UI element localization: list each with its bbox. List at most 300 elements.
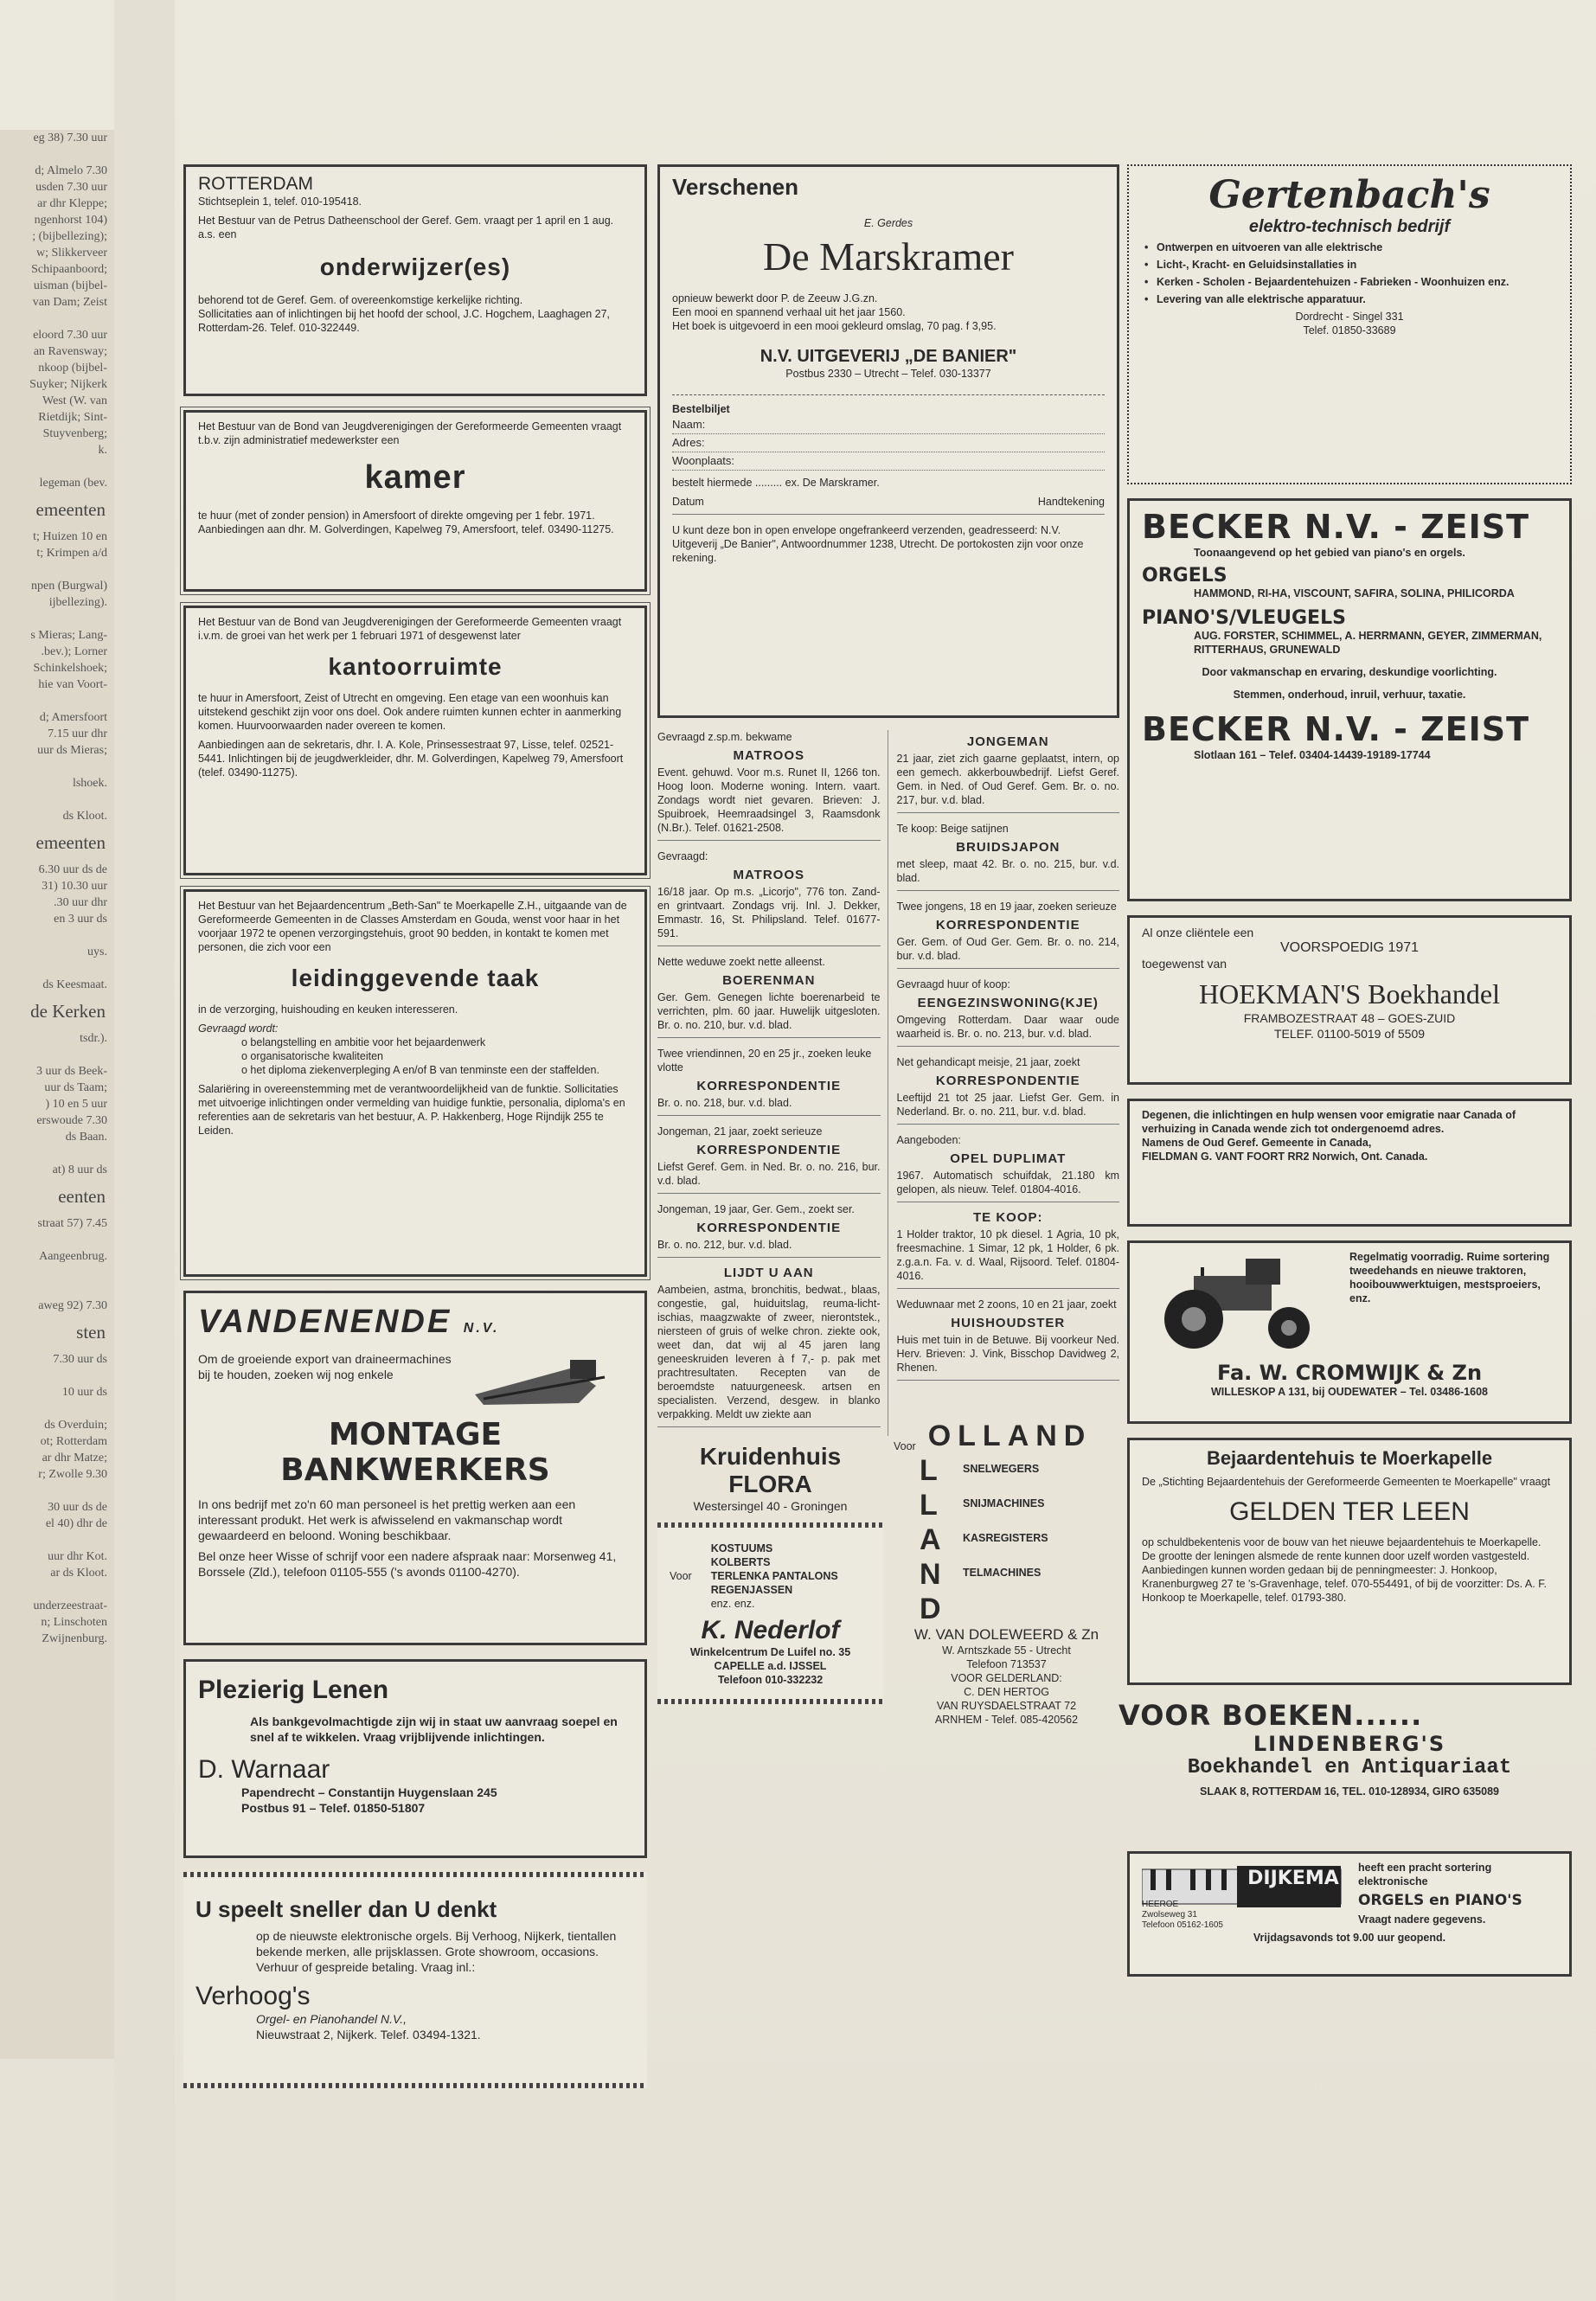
prev-page-line: uur ds Taam;: [44, 1081, 107, 1094]
prev-page-line: 10 uur ds: [61, 1386, 107, 1399]
ad-address: SLAAK 8, ROTTERDAM 16, TEL. 010-128934, GIRO 635089: [1200, 1785, 1499, 1798]
classified-text: Omgeving Rotterdam. Daar waar oude waarheid is. Br. o. no. 213, bur. v.d. blad.: [896, 1014, 1119, 1040]
ad-text: Regelmatig voorradig. Ruime sortering tweedehands en nieuwe traktoren, hooibouwwerktuigen, mestsproeiers, enz.: [1349, 1251, 1550, 1304]
ad-title: Kruidenhuis: [699, 1443, 842, 1470]
classified-intro: Twee jongens, 18 en 19 jaar, zoeken serieuze: [896, 901, 1117, 913]
ad-verschenen-marskramer: [657, 164, 1119, 718]
order-footer: U kunt deze bon in open envelope ongefrankeerd verzenden, geadresseerd: N.V. Uitgeverij „De Banier", Antwoordnummer 1238, Utrecht. De portokosten zijn voor onze rekening.: [672, 524, 1084, 564]
ad-line-2: Stemmen, onderhoud, inruil, verhuur, taxatie.: [1233, 689, 1466, 701]
classified-text: Liefst Geref. Gem. in Ned. Br. o. no. 216, bur. v.d. blad.: [657, 1161, 881, 1187]
ad-dijkema: [1127, 1851, 1572, 1977]
tractor-icon: [1142, 1250, 1341, 1354]
prev-page-line: ds Kloot.: [62, 810, 107, 823]
ad-address: Stichtseplein 1, telef. 010-195418.: [198, 195, 362, 208]
order-date[interactable]: Datum: [672, 496, 704, 508]
ad-intro: Het Bestuur van de Petrus Datheenschool der Geref. Gem. vraagt per 1 april en 1 aug. a.s. een: [198, 215, 614, 240]
prev-page-line: .bev.); Lorner: [41, 645, 107, 658]
classified-heading: KORRESPONDENTIE: [696, 1221, 842, 1235]
prev-page-line: ) 10 en 5 uur: [45, 1098, 107, 1111]
prev-page-lines-6: [0, 1351, 114, 1647]
ad-olland: [894, 1419, 1119, 1726]
prev-page-line: el 40) dhr de: [45, 1517, 107, 1530]
prev-page-line: d; Amersfoort: [39, 711, 107, 724]
prev-page-line: [0, 1145, 114, 1162]
prev-page-heading-3: de Kerken: [30, 1001, 106, 1022]
classified-heading: KORRESPONDENTIE: [935, 1074, 1080, 1088]
requirement-item: o organisatorische kwaliteiten: [241, 1050, 383, 1062]
prev-page-line: uur ds Mieras;: [37, 744, 107, 757]
classified-heading: KORRESPONDENTIE: [696, 1079, 842, 1093]
ad-body: op de nieuwste elektronische orgels. Bij Verhoog, Nijkerk, tientallen bekende merken, alle prijsklassen. Grote showroom, occasions. Verhuur of gespreide betaling. Vraag inl.:: [256, 1929, 617, 1974]
ad-items: [1141, 240, 1558, 306]
order-form-title: Bestelbiljet: [672, 403, 730, 415]
prev-page-line: [0, 1532, 114, 1548]
classified-intro: Net gehandicapt meisje, 21 jaar, zoekt: [896, 1056, 1080, 1068]
ad-intro: De „Stichting Bejaardentehuis der Gereformeerde Gemeenten te Moerkapelle" vraagt: [1142, 1476, 1551, 1488]
ad-canada-emigration: [1127, 1099, 1572, 1227]
classified-heading: HUISHOUDSTER: [951, 1316, 1066, 1330]
item: SNIJMACHINES: [963, 1497, 1045, 1509]
ad-intro: Het Bestuur van de Bond van Jeugdverenigingen der Gereformeerde Gemeenten vraagt i.v.m. de groei van het werk per 1 februari 1971 of desgewenst later: [198, 616, 622, 642]
prev-page-line: uur dhr Kot.: [48, 1550, 107, 1563]
book-author: E. Gerdes: [863, 217, 913, 229]
ad-sub: Boekhandel en Antiquariaat: [1187, 1756, 1512, 1779]
prev-page-line: 31) 10.30 uur: [42, 880, 107, 893]
classified-ad: [657, 1266, 881, 1427]
ad-title: kantoorruimte: [328, 653, 503, 680]
classified-ad: [897, 822, 1120, 891]
classified-text: 1 Holder traktor, 10 pk diesel. 1 Agria, 10 pk, freesmachine. 1 Simar, 12 pk, 1 Holder, 6 pk. z.g.a.n. Fa. v. d. Waal, Rijsoord. Telef. 01804-4016.: [896, 1228, 1119, 1282]
ad-tel: Telefoon 010-332232: [717, 1674, 824, 1686]
classified-heading: MATROOS: [733, 868, 805, 882]
item: TERLENKA PANTALONS: [710, 1570, 838, 1582]
ad-title: onderwijzer(es): [319, 253, 511, 280]
prev-page-line: [0, 1400, 114, 1417]
ad-address: Slotlaan 161 – Telef. 03404-14439-19189-17744: [1194, 749, 1431, 761]
ad-h2: PIANO'S/VLEUGELS: [1142, 607, 1346, 629]
ad-body: behorend tot de Geref. Gem. of overeenkomstige kerkelijke richting.: [198, 294, 523, 306]
classifieds-left: [657, 730, 888, 1436]
small-line: Zwolseweg 31: [1142, 1910, 1197, 1920]
ad-title: leidinggevende taak: [291, 965, 540, 991]
ad-gertenbach: [1127, 164, 1572, 484]
ad-brands-2: AUG. FORSTER, SCHIMMEL, A. HERRMANN, GEYER, ZIMMERMAN, RITTERHAUS, GRUNEWALD: [1194, 630, 1542, 656]
ad-intro: Het Bestuur van het Bejaardencentrum „Beth-San" te Moerkapelle Z.H., uitgaande van de Gereformeerde Gemeenten in de Classes Amsterdam en Gouda, wenst voor haar in het voorjaar 1972 te openen verzorgingstehuis, groot 90 bedden, in kontakt te komen met personen, die zich voor een: [198, 900, 627, 953]
letter: A: [920, 1523, 941, 1556]
classified-ad: [657, 730, 881, 841]
prev-page-line: t; Krimpen a/d: [36, 547, 107, 560]
classified-ad: [657, 1125, 881, 1194]
prev-page-line: van Dam; Zeist: [32, 296, 107, 309]
prev-page-line: eg 38) 7.30 uur: [33, 131, 107, 144]
ad-text-2: ORGELS en PIANO'S: [1358, 1892, 1522, 1909]
classified-text: met sleep, maat 42. Br. o. no. 215, bur. v.d. blad.: [896, 858, 1119, 884]
ad-intro: Het Bestuur van de Bond van Jeugdverenigingen der Gereformeerde Gemeenten vraagt t.b.v. zijn administratief medewerkster een: [198, 420, 622, 446]
ad-text: Degenen, die inlichtingen en hulp wensen voor emigratie naar Canada of verhuizing in Canada wende zich tot ondergenoemd adres.: [1142, 1109, 1516, 1135]
classified-ad: [897, 1211, 1120, 1289]
prev-page-line: [0, 458, 114, 475]
letter: L: [920, 1454, 938, 1487]
prev-page-line: 7.30 uur ds: [53, 1353, 107, 1366]
letter: D: [920, 1593, 941, 1625]
ad-brands-1: HAMMOND, RI-HA, VISCOUNT, SAFIRA, SOLINA, PHILICORDA: [1194, 587, 1515, 599]
prev-page-heading-5: sten: [76, 1322, 106, 1343]
prev-page-lines-3: [0, 862, 114, 993]
classified-intro: Nette weduwe zoekt nette alleenst.: [657, 956, 825, 968]
ad-address: WILLESKOP A 131, bij OUDEWATER – Tel. 03486-1608: [1210, 1386, 1488, 1398]
ad-gelderland: VOOR GELDERLAND:: [951, 1672, 1062, 1684]
prev-page-line: eloord 7.30 uur: [33, 329, 107, 342]
vandenende-logo: [198, 1304, 632, 1341]
ad-kantoorruimte: [183, 606, 647, 875]
prev-page-line: [0, 960, 114, 977]
classified-intro: Gevraagd huur of koop:: [896, 978, 1010, 990]
requirement-item: o belangstelling en ambitie voor het bejaardenwerk: [241, 1036, 486, 1048]
ad-name: Fa. W. CROMWIJK & Zn: [1216, 1361, 1483, 1385]
classified-text: 21 jaar, ziet zich gaarne geplaatst, intern, op een gemech. akkerbouwbedrijf. Liefst Geref. Gem. in Ned. of Oud Geref. Gem. Br. o. no. 217, bur. v.d. blad.: [896, 753, 1119, 806]
classified-heading: LIJDT U AAN: [723, 1266, 814, 1280]
ad-voor: Voor: [894, 1440, 916, 1452]
classified-text: Ger. Gem. Genegen lichte boerenarbeid te verrichten, plm. 60 jaar. Huwelijk uitgesloten. Br. o. no. 210, bur. v.d. blad.: [657, 991, 881, 1031]
ad-big: GELDEN TER LEEN: [1229, 1497, 1470, 1526]
column-1: [183, 164, 647, 2102]
item: enz. enz.: [710, 1598, 755, 1610]
prev-page-line: ar dhr Matze;: [42, 1452, 107, 1465]
ad-address: Nieuwstraat 2, Nijkerk. Telef. 03494-1321.: [256, 2028, 481, 2041]
ad-tel: Telefoon 713537: [966, 1658, 1047, 1670]
column-3: [1118, 164, 1572, 1990]
prev-page-line: d; Almelo 7.30: [35, 164, 107, 177]
prev-page-heading-2: emeenten: [35, 832, 106, 853]
classifieds-area: [657, 730, 1119, 1436]
classified-ad: [897, 977, 1120, 1047]
ad-body: Salariëring in overeenstemming met de verantwoordelijkheid van de funktie. Sollicitaties met uitvoerige inlichtingen onder vermelding van huidige funktie, personalia, diploma's en referenties aan de sekretaris van het bestuur, A. P. Hakkenberg, Hoge Rijndijk 255 te Leiden.: [198, 1083, 625, 1137]
ad-body: Als bankgevolmachtigde zijn wij in staat uw aanvraag soepel en snel af te wikkelen. Vraag vrijblijvende inlichtingen.: [250, 1715, 618, 1744]
ad-address-2: CAPELLE a.d. IJSSEL: [714, 1660, 827, 1672]
ad-postbus: Postbus 91 – Telef. 01850-51807: [241, 1801, 426, 1815]
prev-page-line: an Ravensway;: [33, 345, 107, 358]
ad-title-2: BECKER N.V. - ZEIST: [1142, 710, 1530, 748]
classified-heading: BOERENMAN: [722, 973, 816, 988]
ad-title: U speelt sneller dan U denkt: [195, 1896, 497, 1922]
prev-page-line: [0, 1232, 114, 1248]
prev-page-line: ijbellezing).: [48, 596, 107, 609]
prev-page-line: ot; Rotterdam: [40, 1435, 107, 1448]
book-line-1: opnieuw bewerkt door P. de Zeeuw J.G.zn.: [672, 292, 878, 304]
ad-becker: [1127, 498, 1572, 901]
ad-requirements: [198, 1035, 632, 1077]
prev-page-line: t; Huizen 10 en: [33, 530, 107, 543]
ad-city: ROTTERDAM: [198, 174, 313, 194]
prev-page-line: Aangeenbrug.: [39, 1250, 107, 1263]
prev-page-line: ds Baan.: [65, 1131, 107, 1144]
book-line-2: Een mooi en spannend verhaal uit het jaar 1560.: [672, 306, 906, 318]
ad-moerkapelle: [1127, 1438, 1572, 1685]
ad-plezierig-lenen: [183, 1659, 647, 1858]
prev-page-line: ar ds Kloot.: [50, 1567, 107, 1580]
ad-body: op schuldbekentenis voor de bouw van het nieuwe bejaardentehuis te Moerkapelle. De grootte der leningen alsmede de rente kunnen door uzelf worden vastgesteld. Aanbiedingen kunnen worden gedaan bij de penningmeester: J. Honkoop, Kranenburgweg 27 te 's-Gravenhage, telef. 070-554491, of bij de voorzitter: Ds. A. F. Honkoop te Moerkapelle, telef. 01793-380.: [1142, 1536, 1547, 1604]
item: TELMACHINES: [963, 1567, 1042, 1579]
prev-page-heading-4: eenten: [58, 1186, 106, 1207]
classified-ad: [657, 955, 881, 1038]
ad-hoekman: [1127, 915, 1572, 1085]
ad-tel: TELEF. 01100-5019 of 5509: [1273, 1027, 1426, 1041]
classified-intro: Jongeman, 21 jaar, zoekt serieuze: [657, 1125, 823, 1138]
item: • Kerken - Scholen - Bejaardentehuizen - Fabrieken - Woonhuizen enz.: [1157, 275, 1558, 289]
prev-page-line: [0, 1047, 114, 1063]
classified-intro: Twee vriendinnen, 20 en 25 jr., zoeken leuke vlotte: [657, 1048, 872, 1074]
ad-address: Dordrecht - Singel 331: [1295, 311, 1404, 323]
olland-word: OLLAND: [927, 1420, 1093, 1452]
ad-address: Papendrecht – Constantijn Huygenslaan 245: [241, 1785, 497, 1799]
ad-verhoog: [183, 1872, 647, 2088]
prev-page-line: nkoop (bijbel-: [38, 362, 107, 375]
prev-page-line: Schinkelshoek;: [33, 662, 107, 675]
classified-text: Event. gehuwd. Voor m.s. Runet II, 1266 ton. Hoog loon. Moderne woning. Intern. vaart. Zondags wordt niet gevaren. Brieven: J. Spuibroek, Heemraadsingel 3, Raamsdonk (N.Br.). Telef. 01621-2508.: [657, 766, 881, 834]
classified-intro: Aangeboden:: [896, 1134, 961, 1146]
classified-ad: [897, 1055, 1120, 1125]
drainage-machine-icon: [466, 1351, 613, 1412]
prev-page-line: ar dhr Kleppe;: [37, 197, 107, 210]
classified-ad: [897, 1298, 1120, 1381]
prev-page-line: [0, 1265, 114, 1281]
ad-name: Verhoog's: [195, 1982, 311, 2010]
item: KASREGISTERS: [963, 1532, 1048, 1544]
ad-bottom: Vrijdagsavonds tot 9.00 uur geopend.: [1253, 1932, 1446, 1944]
prev-page-line: en 3 uur ds: [54, 913, 107, 926]
prev-page-line: r; Zwolle 9.30: [38, 1468, 107, 1481]
prev-page-line: 30 uur ds de: [48, 1501, 107, 1514]
ad-nederlof: [657, 1522, 883, 1704]
small-line: Telefoon 05162-1605: [1142, 1920, 1223, 1930]
item: • Levering van alle elektrische apparatuur.: [1157, 292, 1558, 306]
ad-address: Westersingel 40 - Groningen: [693, 1499, 848, 1513]
column-2: [657, 164, 1119, 1726]
classified-ad: [657, 1202, 881, 1258]
prev-page-line: [0, 1483, 114, 1499]
ad-line-2: VOORSPOEDIG 1971: [1279, 940, 1420, 955]
classified-heading: EENGEZINSWONING(KJE): [917, 996, 1099, 1010]
ad-address-2: VAN RUYSDAELSTRAAT 72: [936, 1700, 1077, 1712]
ad-body-2: Aanbiedingen aan de sekretaris, dhr. I. A. Kole, Prinsessestraat 97, Lisse, telef. 02521-5441. Inlichtingen bij de jeugdwerkleider, dhr. M. Golverdingen, Kapelweg 79, Amersfoort (telef. 03490-11275).: [198, 739, 624, 779]
ad-name: K. Nederlof: [701, 1616, 840, 1644]
ad-voor: Voor: [670, 1570, 692, 1582]
logo-suffix: N.V.: [463, 1321, 500, 1336]
prev-page-line: uys.: [87, 945, 107, 958]
ad-h1: ORGELS: [1142, 565, 1227, 586]
logo-text: VANDENENDE: [198, 1304, 452, 1340]
classified-text: Leeftijd 21 tot 25 jaar. Liefst Ger. Gem. in Nederland. Br. o. no. 211, bur. v.d. blad.: [896, 1092, 1119, 1118]
ad-address-3: ARNHEM - Telef. 085-420562: [934, 1714, 1079, 1726]
item: REGENJASSEN: [710, 1584, 793, 1596]
prev-page-line: [0, 611, 114, 627]
classified-intro: Gevraagd z.sp.m. bekwame: [657, 731, 792, 743]
prev-page-line: ; (bijbellezing);: [32, 230, 107, 243]
prev-page-line: Stuyvenberg;: [42, 427, 107, 440]
item: SNELWEGERS: [963, 1463, 1040, 1475]
ad-title-2: FLORA: [728, 1471, 812, 1497]
ad-kamer: [183, 410, 647, 592]
prev-page-line: ngenhorst 104): [34, 214, 107, 227]
publisher-address: Postbus 2330 – Utrecht – Telef. 030-13377: [785, 368, 991, 380]
dijkema-logo: DIJKEMA: [1247, 1868, 1339, 1889]
prev-page-line: 6.30 uur ds de: [38, 863, 107, 876]
classified-ad: [897, 735, 1120, 813]
classified-heading: OPEL DUPLIMAT: [950, 1151, 1067, 1166]
prev-page-line: Zwijnenburg.: [42, 1632, 107, 1645]
classified-ad: [897, 900, 1120, 969]
small-line: HEEROE: [1142, 1900, 1179, 1909]
prev-page-lines-2: [0, 529, 114, 824]
classified-intro: Te koop: Beige satijnen: [896, 823, 1009, 835]
ad-title: Plezierig Lenen: [198, 1676, 389, 1704]
prev-page-lines-4: [0, 1030, 114, 1178]
ad-rotterdam-school: [183, 164, 647, 396]
ad-contact: Sollicitaties aan of inlichtingen bij het hoofd der school, J.C. Hogchem, Laaghagen 27, Rotterdam-26. Telef. 010-322449.: [198, 308, 610, 334]
ad-sub: in de verzorging, huishouding en keuken interesseren.: [198, 1003, 458, 1016]
ad-name: HOEKMAN'S Boekhandel: [1199, 978, 1500, 1009]
prev-page-line: w; Slikkerveer: [35, 247, 107, 260]
ad-title: Gertenbach's: [1208, 173, 1490, 217]
classified-intro: Gevraagd:: [657, 850, 708, 862]
ad-text-2: Namens de Oud Geref. Gemeente in Canada,: [1142, 1137, 1372, 1149]
prev-page-line: k.: [98, 444, 107, 457]
order-field-name[interactable]: Naam:: [672, 416, 1105, 434]
ad-body: In ons bedrijf met zo'n 60 man personeel is het prettig werken aan een interessant produkt. Het werk is afwisselend en vakmanschap wordt gewaardeerd en beloond. Woning beschikbaar.: [198, 1497, 576, 1542]
classified-heading: BRUIDSJAPON: [956, 840, 1061, 855]
prev-page-line: [0, 759, 114, 775]
ad-body: te huur in Amersfoort, Zeist of Utrecht en omgeving. Een etage van een woonhuis kan uitstekend geschikt zijn voor ons doel. Ook andere ruimten kunnen echter in aanmerking komen. Huurvoorwaarden nader overeen te komen.: [198, 692, 622, 732]
classified-text: Br. o. no. 212, bur. v.d. blad.: [657, 1239, 792, 1251]
ad-title-2: BANKWERKERS: [280, 1452, 550, 1488]
ad-title-1: MONTAGE: [328, 1417, 503, 1452]
classified-text: 1967. Automatisch schuifdak, 21.180 km gelopen, als nieuw. Telef. 01804-4016.: [896, 1170, 1119, 1195]
requirement-item: o het diploma ziekenverpleging A en/of B van tenminste een der staffelden.: [241, 1064, 599, 1076]
classified-intro: Jongeman, 19 jaar, Ger. Gem., zoekt ser.: [657, 1203, 855, 1215]
prev-page-line: [0, 146, 114, 163]
ad-name: LINDENBERG'S: [1253, 1732, 1446, 1756]
classified-heading: JONGEMAN: [966, 734, 1049, 749]
ad-sub: Orgel- en Pianohandel N.V.,: [256, 2012, 407, 2026]
prev-page-line: n; Linschoten: [41, 1616, 107, 1629]
prev-page-line: [0, 927, 114, 944]
ad-title: kamer: [364, 459, 466, 496]
ad-line-3: toegewenst van: [1142, 957, 1227, 971]
page-gutter: [114, 0, 175, 2301]
classified-heading: TE KOOP:: [972, 1210, 1043, 1225]
prev-page-line: [0, 1581, 114, 1598]
publisher: N.V. UITGEVERIJ „DE BANIER": [760, 347, 1017, 366]
letter: N: [920, 1558, 941, 1591]
ad-lindenberg: [1118, 1699, 1572, 1837]
order-line: bestelt hiermede ......... ex. De Marskramer.: [672, 477, 880, 489]
classified-ad: [657, 849, 881, 946]
prev-page-line: Schipaanboord;: [31, 263, 107, 276]
prev-page-line: legeman (bev.: [39, 477, 107, 490]
prev-page-line: hie van Voort-: [38, 678, 107, 691]
classifieds-right: [897, 730, 1120, 1436]
ad-intro: Om de groeiende export van draineermachines bij te houden, zoeken wij nog enkele: [198, 1352, 452, 1381]
prev-page-line: 7.15 uur dhr: [48, 727, 107, 740]
item: KOSTUUMS: [710, 1542, 773, 1554]
ad-name: W. VAN DOLEWEERD & Zn: [913, 1626, 1099, 1643]
letter: L: [920, 1489, 938, 1522]
ad-text-1: heeft een pracht sortering elektronische: [1358, 1862, 1492, 1888]
classified-heading: MATROOS: [733, 748, 805, 763]
classified-heading: KORRESPONDENTIE: [696, 1143, 842, 1157]
prev-page-line: [0, 561, 114, 578]
classified-ad: [657, 1047, 881, 1116]
ad-title: Bejaardentehuis te Moerkapelle: [1206, 1447, 1493, 1469]
ad-intro: Toonaangevend op het gebied van piano's en orgels.: [1194, 547, 1465, 559]
ad-beth-san: [183, 889, 647, 1277]
prev-page-line: [0, 693, 114, 709]
ad-tel: Telef. 01850-33689: [1303, 324, 1396, 336]
ad-cromwijk: [1127, 1240, 1572, 1424]
ad-line-1: Al onze cliëntele een: [1142, 926, 1254, 939]
order-field-city[interactable]: Woonplaats:: [672, 452, 1105, 471]
ad-body-2: Bel onze heer Wisse of schrijf voor een nadere afspraak naar: Morsenweg 41, Borssele (Zld.), telefoon 01105-555 ('s avonds 01100-4270).: [198, 1549, 617, 1579]
ad-line-1: Door vakmanschap en ervaring, deskundige voorlichting.: [1202, 666, 1497, 678]
prev-page-heading-1: emeenten: [35, 499, 106, 520]
ad-head: VOOR BOEKEN......: [1118, 1699, 1423, 1732]
order-signature[interactable]: Handtekening: [1037, 496, 1105, 508]
classified-text: Aambeien, astma, bronchitis, bedwat., blaas, congestie, gal, huiduitslag, reuma-licht-ischias, maagzwakte of zweer, nierontstek., niersteen of gruis of welke chron. ziekte ook, weet dan, dat wij al 45 jaren lang geneeskruiden leveren à f 7,- p. pak met prachtresultaten. Recepten van de beroemdste natuurgeneesk. artsen en specialisten. Verzend, desgew. in blanko verpakking. Meldt uw ziekte aan: [657, 1284, 881, 1420]
olland-items: [963, 1453, 1048, 1626]
prev-page-line: lshoek.: [72, 777, 107, 790]
prev-page-line: underzeestraat-: [33, 1599, 107, 1612]
prev-page-line: [0, 311, 114, 327]
ad-items: [711, 1541, 838, 1611]
ad-kruidenhuis-flora: [657, 1443, 883, 1514]
ad-body: te huur (met of zonder pension) in Amersfoort of direkte omgeving per 1 febr. 1971. Aanbiedingen aan dhr. M. Golverdingen, Kapelweg 79, Amersfoort, telef. 03490-11275.: [198, 510, 614, 535]
prev-page-lines-1: [0, 130, 114, 491]
prev-page-line: Rietdijk; Sint-: [38, 411, 107, 424]
classified-text: 16/18 jaar. Op m.s. „Licorjo", 776 ton. Zand- en grintvaart. Zondags vrij. Inl. J. Dekker, Emmastr. 16, St. Philipsland. Telef. 01677-591.: [657, 886, 881, 939]
prev-page-line: s Mieras; Lang-: [30, 629, 107, 642]
prev-page-line: 3 uur ds Beek-: [35, 1065, 107, 1078]
ad-text-3: FIELDMAN G. VANT FOORT RR2 Norwich, Ont. Canada.: [1142, 1150, 1428, 1163]
prev-page-line: uisman (bijbel-: [33, 279, 107, 292]
prev-page-line: erswoude 7.30: [36, 1114, 107, 1127]
ad-address: W. Arntszkade 55 - Utrecht: [942, 1644, 1071, 1657]
prev-page-line: ds Keesmaat.: [42, 978, 107, 991]
previous-page-strip: [0, 130, 117, 2059]
item: KOLBERTS: [710, 1556, 771, 1568]
order-field-address[interactable]: Adres:: [672, 434, 1105, 452]
ad-text-3: Vraagt nadere gegevens.: [1358, 1913, 1486, 1926]
prev-page-line: usden 7.30 uur: [35, 181, 107, 194]
olland-vertical: [920, 1453, 954, 1626]
item: • Ontwerpen en uitvoeren van alle elektrische: [1157, 240, 1558, 254]
prev-page-line: [0, 1368, 114, 1384]
classified-heading: KORRESPONDENTIE: [935, 918, 1080, 933]
prev-page-line: [0, 1281, 114, 1298]
prev-page-line: ds Overduin;: [44, 1419, 107, 1432]
ad-name: D. Warnaar: [198, 1755, 330, 1784]
ad-sub: elektro-technisch bedrijf: [1248, 217, 1451, 236]
prev-page-line: Suyker; Nijkerk: [29, 378, 107, 391]
prev-page-lines-5: [0, 1215, 114, 1314]
item: • Licht-, Kracht- en Geluidsinstallaties in: [1157, 258, 1558, 272]
ad-gevraagd: Gevraagd wordt:: [198, 1022, 279, 1035]
ad-address: Winkelcentrum De Luifel no. 35: [689, 1646, 851, 1658]
prev-page-line: npen (Burgwal): [31, 580, 107, 593]
classified-text: Ger. Gem. of Oud Ger. Gem. Br. o. no. 214, bur. v.d. blad.: [896, 936, 1119, 962]
prev-page-line: aweg 92) 7.30: [38, 1299, 107, 1312]
prev-page-line: at) 8 uur ds: [52, 1163, 107, 1176]
book-title: De Marskramer: [763, 234, 1014, 279]
